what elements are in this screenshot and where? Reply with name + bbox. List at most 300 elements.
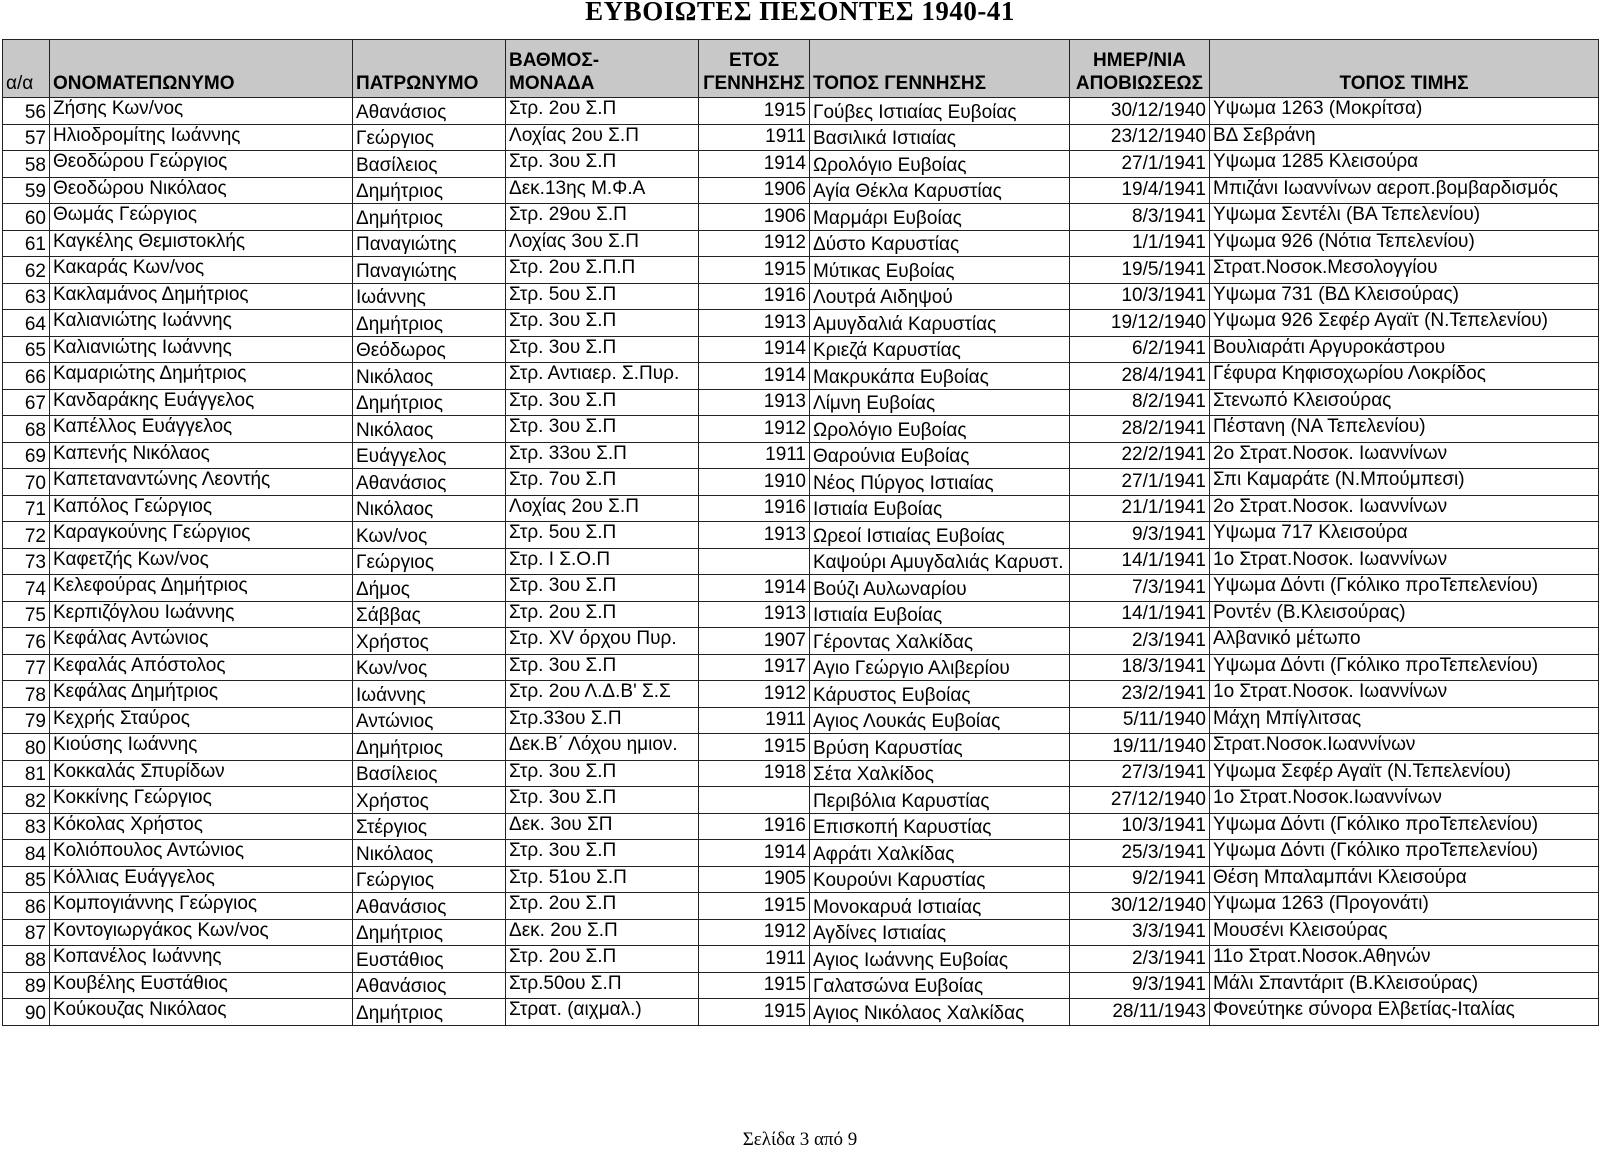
table-row [3, 204, 1599, 231]
table-row [3, 654, 1599, 681]
cell-birthplace: Κάρυστος Ευβοίας [810, 681, 1070, 708]
cell-serial-number: 90 [3, 999, 50, 1026]
cell-serial-number: 67 [3, 389, 50, 416]
cell-serial-number: 89 [3, 972, 50, 999]
cell-father-name: Βασίλειος [353, 760, 506, 787]
cell-rank-unit: Στρ. ΧV όρχου Πυρ. [506, 628, 699, 655]
cell-place-of-honor: Ροντέν (Β.Κλεισούρας) [1210, 601, 1599, 628]
cell-death-date: 14/1/1941 [1070, 601, 1210, 628]
cell-birthplace: Μύτικας Ευβοίας [810, 257, 1070, 284]
cell-full-name: Θεοδώρου Νικόλαος [50, 177, 353, 204]
cell-birthplace: Λίμνη Ευβοίας [810, 389, 1070, 416]
cell-birthplace: Κριεζά Καρυστίας [810, 336, 1070, 363]
cell-full-name: Καλιανιώτης Ιωάννης [50, 310, 353, 337]
cell-death-date: 1/1/1941 [1070, 230, 1210, 257]
cell-serial-number: 68 [3, 416, 50, 443]
cell-birth-year: 1910 [699, 469, 810, 496]
cell-father-name: Δημήτριος [353, 310, 506, 337]
cell-place-of-honor: 2ο Στρατ.Νοσοκ. Ιωαννίνων [1210, 442, 1599, 469]
cell-birthplace: Ιστιαία Ευβοίας [810, 495, 1070, 522]
cell-place-of-honor: Αλβανικό μέτωπο [1210, 628, 1599, 655]
cell-place-of-honor: 11ο Στρατ.Νοσοκ.Αθηνών [1210, 946, 1599, 973]
table-row [3, 283, 1599, 310]
cell-serial-number: 71 [3, 495, 50, 522]
cell-birthplace: Κουρούνι Καρυστίας [810, 866, 1070, 893]
cell-death-date: 27/1/1941 [1070, 151, 1210, 178]
cell-birthplace: Γαλατσώνα Ευβοίας [810, 972, 1070, 999]
cell-serial-number: 87 [3, 919, 50, 946]
cell-birthplace: Μακρυκάπα Ευβοίας [810, 363, 1070, 390]
cell-death-date: 28/2/1941 [1070, 416, 1210, 443]
cell-death-date: 28/4/1941 [1070, 363, 1210, 390]
cell-serial-number: 64 [3, 310, 50, 337]
cell-serial-number: 88 [3, 946, 50, 973]
cell-birthplace: Αγιος Ιωάννης Ευβοίας [810, 946, 1070, 973]
cell-birthplace: Λουτρά Αιδηψού [810, 283, 1070, 310]
cell-rank-unit: Στρατ. (αιχμαλ.) [506, 999, 699, 1026]
cell-death-date: 30/12/1940 [1070, 893, 1210, 920]
cell-serial-number: 73 [3, 548, 50, 575]
cell-birth-year: 1914 [699, 575, 810, 602]
cell-birthplace: Μονοκαρυά Ιστιαίας [810, 893, 1070, 920]
cell-place-of-honor: Υψωμα Δόντι (Γκόλικο προΤεπελενίου) [1210, 654, 1599, 681]
cell-birth-year: 1915 [699, 999, 810, 1026]
table-row [3, 575, 1599, 602]
cell-father-name: Γεώργιος [353, 548, 506, 575]
header-year-line-1: ΕΤΟΣ [728, 50, 780, 71]
cell-father-name: Αθανάσιος [353, 972, 506, 999]
cell-death-date: 6/2/1941 [1070, 336, 1210, 363]
cell-serial-number: 81 [3, 760, 50, 787]
cell-place-of-honor: Θέση Μπαλαμπάνι Κλεισούρα [1210, 866, 1599, 893]
table-row [3, 416, 1599, 443]
cell-serial-number: 63 [3, 283, 50, 310]
cell-death-date: 21/1/1941 [1070, 495, 1210, 522]
cell-birth-year: 1916 [699, 283, 810, 310]
cell-rank-unit: Στρ. 3ου Σ.Π [506, 654, 699, 681]
cell-rank-unit: Στρ. 5ου Σ.Π [506, 522, 699, 549]
cell-birth-year: 1916 [699, 813, 810, 840]
cell-father-name: Νικόλαος [353, 840, 506, 867]
table-row [3, 787, 1599, 814]
cell-birth-year: 1912 [699, 230, 810, 257]
cell-full-name: Κόκολας Χρήστος [50, 813, 353, 840]
cell-serial-number: 82 [3, 787, 50, 814]
cell-birth-year: 1915 [699, 98, 810, 125]
cell-rank-unit: Λοχίας 2ου Σ.Π [506, 495, 699, 522]
cell-place-of-honor: Υψωμα Σεντέλι (ΒΑ Τεπελενίου) [1210, 204, 1599, 231]
cell-serial-number: 66 [3, 363, 50, 390]
cell-rank-unit: Στρ. 3ου Σ.Π [506, 336, 699, 363]
cell-rank-unit: Στρ. 2ου Σ.Π [506, 893, 699, 920]
cell-rank-unit: Στρ. 2ου Σ.Π [506, 601, 699, 628]
cell-rank-unit: Στρ. 29ου Σ.Π [506, 204, 699, 231]
cell-death-date: 23/2/1941 [1070, 681, 1210, 708]
cell-death-date: 18/3/1941 [1070, 654, 1210, 681]
cell-place-of-honor: ΒΔ Σεβράνη [1210, 124, 1599, 151]
cell-birth-year: 1906 [699, 177, 810, 204]
header-serial-number: α/α [3, 40, 50, 98]
cell-birth-year: 1918 [699, 760, 810, 787]
table-row [3, 999, 1599, 1026]
cell-place-of-honor: Φονεύτηκε σύνορα Ελβετίας-Ιταλίας [1210, 999, 1599, 1026]
cell-birth-year: 1912 [699, 416, 810, 443]
cell-father-name: Σάββας [353, 601, 506, 628]
cell-death-date: 19/12/1940 [1070, 310, 1210, 337]
table-row [3, 734, 1599, 761]
cell-birth-year: 1912 [699, 681, 810, 708]
cell-full-name: Καφετζής Κων/νος [50, 548, 353, 575]
cell-birthplace: Αφράτι Χαλκίδας [810, 840, 1070, 867]
table-row [3, 389, 1599, 416]
table-row [3, 946, 1599, 973]
cell-father-name: Χρήστος [353, 628, 506, 655]
cell-full-name: Κεφάλας Αντώνιος [50, 628, 353, 655]
cell-full-name: Ηλιοδρομίτης Ιωάννης [50, 124, 353, 151]
cell-birth-year: 1913 [699, 310, 810, 337]
cell-place-of-honor: Υψωμα 926 Σεφέρ Αγαϊτ (Ν.Τεπελενίου) [1210, 310, 1599, 337]
cell-death-date: 19/4/1941 [1070, 177, 1210, 204]
cell-death-date: 8/3/1941 [1070, 204, 1210, 231]
cell-father-name: Δημήτριος [353, 734, 506, 761]
cell-death-date: 30/12/1940 [1070, 98, 1210, 125]
cell-rank-unit: Στρ. 2ου Λ.Δ.Β' Σ.Σ [506, 681, 699, 708]
header-place-of-honor: ΤΟΠΟΣ ΤΙΜΗΣ [1210, 40, 1599, 98]
cell-serial-number: 77 [3, 654, 50, 681]
cell-death-date: 28/11/1943 [1070, 999, 1210, 1026]
cell-birthplace: Γούβες Ιστιαίας Ευβοίας [810, 98, 1070, 125]
cell-full-name: Κοντογιωργάκος Κων/νος [50, 919, 353, 946]
cell-place-of-honor: Υψωμα 1285 Κλεισούρα [1210, 151, 1599, 178]
cell-father-name: Νικόλαος [353, 416, 506, 443]
cell-serial-number: 56 [3, 98, 50, 125]
cell-birth-year: 1917 [699, 654, 810, 681]
cell-place-of-honor: Σπι Καμαράτε (Ν.Μπούμπεσι) [1210, 469, 1599, 496]
cell-death-date: 10/3/1941 [1070, 283, 1210, 310]
cell-rank-unit: Δεκ. 3ου ΣΠ [506, 813, 699, 840]
header-death-line-1: ΗΜΕΡ/ΝΙΑ [1093, 50, 1186, 71]
cell-full-name: Ζήσης Κων/νος [50, 98, 353, 125]
table-row [3, 840, 1599, 867]
page-title: ΕΥΒΟΙΩΤΕΣ ΠΕΣΟΝΤΕΣ 1940-41 [585, 0, 1015, 26]
cell-birth-year: 1914 [699, 840, 810, 867]
header-death-line-2: ΑΠΟΒΙΩΣΕΩΣ [1075, 73, 1204, 94]
cell-full-name: Καπέλλος Ευάγγελος [50, 416, 353, 443]
cell-rank-unit: Δεκ.Β΄ Λόχου ημιον. [506, 734, 699, 761]
cell-father-name: Γεώργιος [353, 866, 506, 893]
table-row [3, 548, 1599, 575]
cell-death-date: 8/2/1941 [1070, 389, 1210, 416]
cell-rank-unit: Στρ. 33ου Σ.Π [506, 442, 699, 469]
cell-place-of-honor: Υψωμα Σεφέρ Αγαϊτ (Ν.Τεπελενίου) [1210, 760, 1599, 787]
cell-place-of-honor: Υψωμα 717 Κλεισούρα [1210, 522, 1599, 549]
table-row [3, 601, 1599, 628]
cell-serial-number: 80 [3, 734, 50, 761]
cell-birthplace: Ωρολόγιο Ευβοίας [810, 416, 1070, 443]
cell-birthplace: Βασιλικά Ιστιαίας [810, 124, 1070, 151]
cell-full-name: Καπόλος Γεώργιος [50, 495, 353, 522]
header-death-date [1070, 40, 1210, 98]
table-row [3, 893, 1599, 920]
cell-full-name: Κακλαμάνος Δημήτριος [50, 283, 353, 310]
cell-rank-unit: Στρ. Ι Σ.Ο.Π [506, 548, 699, 575]
table-row [3, 707, 1599, 734]
table-row [3, 628, 1599, 655]
cell-place-of-honor: 1ο Στρατ.Νοσοκ. Ιωαννίνων [1210, 681, 1599, 708]
cell-birthplace: Επισκοπή Καρυστίας [810, 813, 1070, 840]
cell-rank-unit: Στρ. 3ου Σ.Π [506, 760, 699, 787]
cell-rank-unit: Στρ.50ου Σ.Π [506, 972, 699, 999]
header-birth-year [699, 40, 810, 98]
cell-full-name: Καπενής Νικόλαος [50, 442, 353, 469]
cell-father-name: Δημήτριος [353, 177, 506, 204]
cell-death-date: 2/3/1941 [1070, 946, 1210, 973]
cell-birth-year: 1912 [699, 919, 810, 946]
cell-full-name: Κερπιζόγλου Ιωάννης [50, 601, 353, 628]
table-row [3, 495, 1599, 522]
table-row [3, 442, 1599, 469]
table-row [3, 469, 1599, 496]
table-row [3, 257, 1599, 284]
casualty-table-container [2, 39, 1599, 1026]
cell-place-of-honor: Μουσένι Κλεισούρας [1210, 919, 1599, 946]
cell-rank-unit: Στρ.33ου Σ.Π [506, 707, 699, 734]
cell-birth-year: 1911 [699, 946, 810, 973]
cell-place-of-honor: Υψωμα Δόντι (Γκόλικο προΤεπελενίου) [1210, 575, 1599, 602]
cell-full-name: Καραγκούνης Γεώργιος [50, 522, 353, 549]
cell-place-of-honor: Πέστανη (ΝΑ Τεπελενίου) [1210, 416, 1599, 443]
cell-father-name: Νικόλαος [353, 495, 506, 522]
cell-father-name: Ιωάννης [353, 283, 506, 310]
cell-place-of-honor: 2ο Στρατ.Νοσοκ. Ιωαννίνων [1210, 495, 1599, 522]
cell-full-name: Κανδαράκης Ευάγγελος [50, 389, 353, 416]
cell-full-name: Κεφαλάς Απόστολος [50, 654, 353, 681]
cell-full-name: Κουβέλης Ευστάθιος [50, 972, 353, 999]
table-row [3, 760, 1599, 787]
cell-serial-number: 83 [3, 813, 50, 840]
cell-father-name: Δημήτριος [353, 999, 506, 1026]
cell-death-date: 25/3/1941 [1070, 840, 1210, 867]
cell-birthplace: Αγιος Νικόλαος Χαλκίδας [810, 999, 1070, 1026]
cell-death-date: 9/2/1941 [1070, 866, 1210, 893]
header-full-name: ΟΝΟΜΑΤΕΠΩΝΥΜΟ [50, 40, 353, 98]
cell-birthplace: Ιστιαία Ευβοίας [810, 601, 1070, 628]
cell-death-date: 27/3/1941 [1070, 760, 1210, 787]
cell-death-date: 14/1/1941 [1070, 548, 1210, 575]
cell-full-name: Κοκκίνης Γεώργιος [50, 787, 353, 814]
cell-death-date: 23/12/1940 [1070, 124, 1210, 151]
cell-place-of-honor: Βουλιαράτι Αργυροκάστρου [1210, 336, 1599, 363]
table-body [3, 98, 1599, 1026]
cell-full-name: Κιούσης Ιωάννης [50, 734, 353, 761]
cell-serial-number: 70 [3, 469, 50, 496]
cell-full-name: Κοπανέλος Ιωάννης [50, 946, 353, 973]
cell-rank-unit: Δεκ. 2ου Σ.Π [506, 919, 699, 946]
cell-birthplace: Ωρολόγιο Ευβοίας [810, 151, 1070, 178]
cell-father-name: Κων/νος [353, 522, 506, 549]
table-row [3, 919, 1599, 946]
cell-father-name: Αντώνιος [353, 707, 506, 734]
cell-birth-year: 1914 [699, 363, 810, 390]
cell-father-name: Ευστάθιος [353, 946, 506, 973]
cell-place-of-honor: Στενωπό Κλεισούρας [1210, 389, 1599, 416]
cell-death-date: 10/3/1941 [1070, 813, 1210, 840]
cell-father-name: Βασίλειος [353, 151, 506, 178]
cell-birth-year: 1915 [699, 257, 810, 284]
cell-birthplace: Περιβόλια Καρυστίας [810, 787, 1070, 814]
cell-rank-unit: Στρ. 3ου Σ.Π [506, 416, 699, 443]
cell-place-of-honor: Υψωμα Δόντι (Γκόλικο προΤεπελενίου) [1210, 813, 1599, 840]
cell-birthplace: Βρύση Καρυστίας [810, 734, 1070, 761]
cell-birthplace: Καψούρι Αμυγδαλιάς Καρυστ. [810, 548, 1070, 575]
cell-father-name: Αθανάσιος [353, 893, 506, 920]
cell-full-name: Κεφάλας Δημήτριος [50, 681, 353, 708]
cell-father-name: Ευάγγελος [353, 442, 506, 469]
cell-rank-unit: Στρ. 2ου Σ.Π.Π [506, 257, 699, 284]
cell-rank-unit: Στρ. 2ου Σ.Π [506, 98, 699, 125]
cell-place-of-honor: 1ο Στρατ.Νοσοκ.Ιωαννίνων [1210, 787, 1599, 814]
cell-place-of-honor: Υψωμα 731 (ΒΔ Κλεισούρας) [1210, 283, 1599, 310]
page-footer: Σελίδα 3 από 9 [742, 1129, 858, 1150]
cell-death-date: 19/5/1941 [1070, 257, 1210, 284]
cell-death-date: 19/11/1940 [1070, 734, 1210, 761]
cell-death-date: 7/3/1941 [1070, 575, 1210, 602]
cell-serial-number: 84 [3, 840, 50, 867]
cell-serial-number: 85 [3, 866, 50, 893]
cell-place-of-honor: Υψωμα 1263 (Προγονάτι) [1210, 893, 1599, 920]
cell-rank-unit: Στρ. 3ου Σ.Π [506, 389, 699, 416]
header-father-name: ΠΑΤΡΩΝΥΜΟ [353, 40, 506, 98]
cell-serial-number: 78 [3, 681, 50, 708]
cell-serial-number: 75 [3, 601, 50, 628]
cell-birth-year: 1914 [699, 336, 810, 363]
cell-father-name: Θεόδωρος [353, 336, 506, 363]
cell-place-of-honor: Μπιζάνι Ιωαννίνων αεροπ.βομβαρδισμός [1210, 177, 1599, 204]
cell-death-date: 27/12/1940 [1070, 787, 1210, 814]
cell-birthplace: Αγδίνες Ιστιαίας [810, 919, 1070, 946]
cell-birthplace: Μαρμάρι Ευβοίας [810, 204, 1070, 231]
cell-place-of-honor: Μάχη Μπίγλιτσας [1210, 707, 1599, 734]
cell-place-of-honor: Στρατ.Νοσοκ.Ιωαννίνων [1210, 734, 1599, 761]
cell-rank-unit: Στρ. 51ου Σ.Π [506, 866, 699, 893]
cell-serial-number: 79 [3, 707, 50, 734]
table-row [3, 310, 1599, 337]
header-birthplace: ΤΟΠΟΣ ΓΕΝΝΗΣΗΣ [810, 40, 1070, 98]
cell-rank-unit: Λοχίας 2ου Σ.Π [506, 124, 699, 151]
cell-serial-number: 61 [3, 230, 50, 257]
cell-father-name: Κων/νος [353, 654, 506, 681]
cell-serial-number: 65 [3, 336, 50, 363]
cell-serial-number: 74 [3, 575, 50, 602]
table-row [3, 522, 1599, 549]
cell-place-of-honor: Υψωμα Δόντι (Γκόλικο προΤεπελενίου) [1210, 840, 1599, 867]
cell-full-name: Κοκκαλάς Σπυρίδων [50, 760, 353, 787]
cell-birthplace: Γέροντας Χαλκίδας [810, 628, 1070, 655]
header-row [3, 40, 1599, 98]
cell-birth-year: 1913 [699, 601, 810, 628]
cell-serial-number: 60 [3, 204, 50, 231]
cell-place-of-honor: Μάλι Σπαντάριτ (Β.Κλεισούρας) [1210, 972, 1599, 999]
cell-serial-number: 69 [3, 442, 50, 469]
table-row [3, 98, 1599, 125]
cell-full-name: Θωμάς Γεώργιος [50, 204, 353, 231]
cell-full-name: Καμαριώτης Δημήτριος [50, 363, 353, 390]
cell-birth-year: 1905 [699, 866, 810, 893]
casualty-table [2, 39, 1599, 1026]
cell-rank-unit: Στρ. 3ου Σ.Π [506, 575, 699, 602]
header-rank-unit [506, 40, 699, 98]
cell-father-name: Δημήτριος [353, 389, 506, 416]
cell-father-name: Ιωάννης [353, 681, 506, 708]
cell-birth-year [699, 787, 810, 814]
cell-father-name: Χρήστος [353, 787, 506, 814]
cell-rank-unit: Λοχίας 3ου Σ.Π [506, 230, 699, 257]
cell-serial-number: 58 [3, 151, 50, 178]
cell-place-of-honor: 1ο Στρατ.Νοσοκ. Ιωαννίνων [1210, 548, 1599, 575]
cell-place-of-honor: Υψωμα 926 (Νότια Τεπελενίου) [1210, 230, 1599, 257]
cell-full-name: Κομπογιάννης Γεώργιος [50, 893, 353, 920]
cell-father-name: Παναγιώτης [353, 230, 506, 257]
table-row [3, 151, 1599, 178]
cell-father-name: Παναγιώτης [353, 257, 506, 284]
cell-death-date: 9/3/1941 [1070, 972, 1210, 999]
table-row [3, 336, 1599, 363]
cell-rank-unit: Στρ. 3ου Σ.Π [506, 310, 699, 337]
cell-birth-year: 1915 [699, 734, 810, 761]
table-row [3, 363, 1599, 390]
cell-death-date: 22/2/1941 [1070, 442, 1210, 469]
cell-birthplace: Νέος Πύργος Ιστιαίας [810, 469, 1070, 496]
cell-rank-unit: Στρ. 5ου Σ.Π [506, 283, 699, 310]
cell-full-name: Κολιόπουλος Αντώνιος [50, 840, 353, 867]
cell-serial-number: 59 [3, 177, 50, 204]
cell-birthplace: Δύστο Καρυστίας [810, 230, 1070, 257]
header-rank-line-2: ΜΟΝΑΔΑ [509, 73, 595, 94]
table-row [3, 124, 1599, 151]
cell-birth-year: 1911 [699, 124, 810, 151]
cell-birth-year: 1916 [699, 495, 810, 522]
cell-birth-year [699, 548, 810, 575]
table-header [3, 40, 1599, 98]
cell-full-name: Καγκέλης Θεμιστοκλής [50, 230, 353, 257]
cell-full-name: Κόλλιας Ευάγγελος [50, 866, 353, 893]
cell-father-name: Δημήτριος [353, 204, 506, 231]
cell-death-date: 27/1/1941 [1070, 469, 1210, 496]
table-row [3, 813, 1599, 840]
cell-full-name: Κακαράς Κων/νος [50, 257, 353, 284]
cell-place-of-honor: Γέφυρα Κηφισοχωρίου Λοκρίδος [1210, 363, 1599, 390]
cell-father-name: Αθανάσιος [353, 98, 506, 125]
table-row [3, 972, 1599, 999]
cell-death-date: 3/3/1941 [1070, 919, 1210, 946]
cell-rank-unit: Στρ. Αντιαερ. Σ.Πυρ. [506, 363, 699, 390]
cell-death-date: 2/3/1941 [1070, 628, 1210, 655]
cell-birth-year: 1914 [699, 151, 810, 178]
cell-rank-unit: Στρ. 3ου Σ.Π [506, 840, 699, 867]
cell-place-of-honor: Υψωμα 1263 (Μοκρίτσα) [1210, 98, 1599, 125]
table-row [3, 230, 1599, 257]
cell-full-name: Κελεφούρας Δημήτριος [50, 575, 353, 602]
cell-birthplace: Θαρούνια Ευβοίας [810, 442, 1070, 469]
cell-father-name: Δήμος [353, 575, 506, 602]
cell-rank-unit: Στρ. 3ου Σ.Π [506, 787, 699, 814]
table-row [3, 177, 1599, 204]
cell-birth-year: 1911 [699, 707, 810, 734]
cell-birth-year: 1906 [699, 204, 810, 231]
cell-birthplace: Αγία Θέκλα Καρυστίας [810, 177, 1070, 204]
cell-full-name: Κούκουζας Νικόλαος [50, 999, 353, 1026]
cell-birth-year: 1915 [699, 893, 810, 920]
